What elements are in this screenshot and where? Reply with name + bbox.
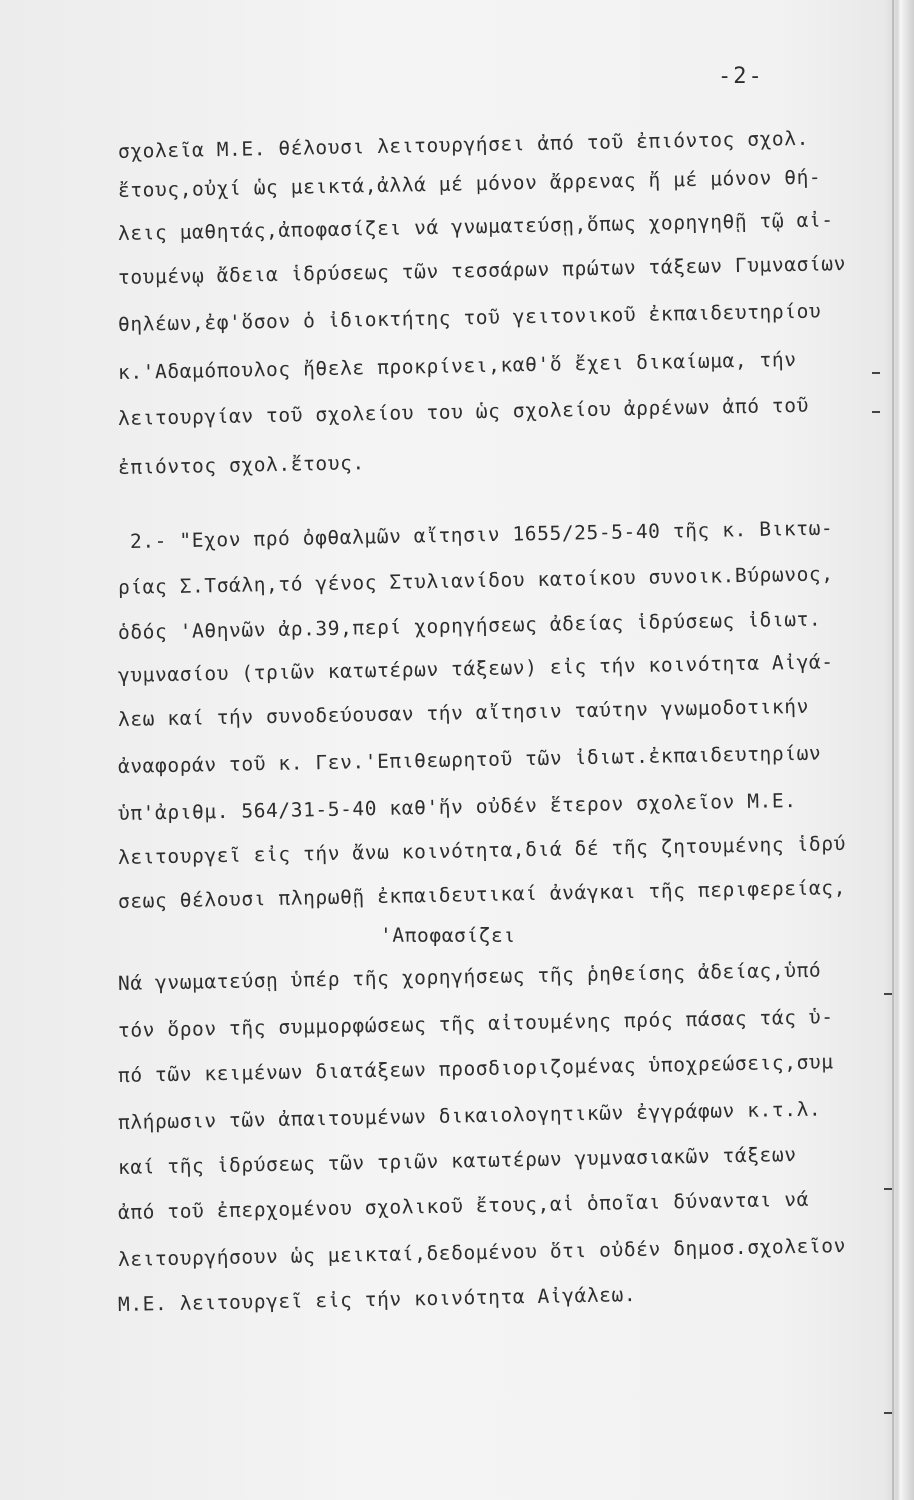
margin-tick bbox=[872, 372, 880, 374]
text-line: πλήρωσιν τῶν ἀπαιτουμένων δικαιολογητικῶν ἐγγράφων κ.τ.λ. bbox=[117, 1097, 822, 1134]
margin-tick bbox=[884, 1412, 892, 1414]
text-line: ρίας Σ.Τσάλη,τό γένος Στυλιανίδου κατοίκου συνοικ.Βύρωνος, bbox=[117, 562, 834, 599]
page-number: -2- bbox=[718, 64, 764, 89]
margin-tick bbox=[884, 1188, 892, 1190]
margin-rule bbox=[892, 0, 894, 1500]
text-line: κ.'Αδαμόπουλος ἤθελε προκρίνει,καθ'ὅ ἔχει δικαίωμα, τήν bbox=[117, 347, 797, 384]
text-line: τόν ὅρον τῆς συμμορφώσεως τῆς αἰτουμένης πρός πάσας τάς ὑ- bbox=[117, 1005, 834, 1042]
text-line: λεις μαθητάς,ἀποφασίζει νά γνωματεύσῃ,ὅπως χορηγηθῇ τῷ αἰ- bbox=[117, 208, 834, 245]
text-line: Νά γνωματεύσῃ ὑπέρ τῆς χορηγήσεως τῆς ῥηθείσης ἀδείας,ὑπό bbox=[117, 958, 822, 995]
text-line: θηλέων,ἐφ'ὅσον ὁ ἰδιοκτήτης τοῦ γειτονικοῦ ἐκπαιδευτηρίου bbox=[117, 299, 822, 336]
decision-heading: 'Αποφασίζει bbox=[380, 924, 516, 947]
text-line: λειτουργήσουν ὡς μεικταί,δεδομένου ὅτι οὐδέν δημοσ.σχολεῖον bbox=[117, 1234, 847, 1271]
margin-tick bbox=[872, 411, 880, 413]
text-line: ὁδός 'Αθηνῶν ἀρ.39,περί χορηγήσεως ἀδείας ἱδρύσεως ἰδιωτ. bbox=[117, 607, 822, 644]
text-line: λειτουργεῖ εἰς τήν ἄνω κοινότητα,διά δέ τῆς ζητουμένης ἱδρύ bbox=[117, 832, 847, 869]
text-line: ἀναφοράν τοῦ κ. Γεν.'Επιθεωρητοῦ τῶν ἰδιωτ.ἐκπαιδευτηρίων bbox=[117, 741, 822, 778]
text-line: ἀπό τοῦ ἐπερχομένου σχολικοῦ ἔτους,αἱ ὁποῖαι δύνανται νά bbox=[117, 1187, 810, 1224]
text-line: λειτουργίαν τοῦ σχολείου του ὡς σχολείου ἀρρένων ἀπό τοῦ bbox=[117, 393, 810, 430]
text-line: Μ.Ε. λειτουργεῖ εἰς τήν κοινότητα Αἰγάλεω. bbox=[117, 1283, 637, 1316]
text-line: λεω καί τήν συνοδεύουσαν τήν αἴτησιν ταύτην γνωμοδοτικήν bbox=[117, 694, 810, 731]
text-line: ὑπ'ἀριθμ. 564/31-5-40 καθ'ἥν οὐδέν ἕτερον σχολεῖον Μ.Ε. bbox=[117, 788, 797, 825]
margin-tick bbox=[884, 993, 892, 995]
text-line: καί τῆς ἱδρύσεως τῶν τριῶν κατωτέρων γυμνασιακῶν τάξεων bbox=[117, 1142, 797, 1179]
text-line: 2.- "Εχον πρό ὀφθαλμῶν αἴτησιν 1655/25-5-40 τῆς κ. Βικτω- bbox=[129, 516, 834, 553]
text-line: σχολεῖα Μ.Ε. θέλουσι λειτουργήσει ἀπό τοῦ ἐπιόντος σχολ. bbox=[117, 126, 810, 163]
page-edge-shadow bbox=[884, 0, 914, 1500]
text-line: ἐπιόντος σχολ.ἔτους. bbox=[117, 451, 365, 479]
text-line: πό τῶν κειμένων διατάξεων προσδιοριζομένας ὑποχρεώσεις,συμ bbox=[117, 1050, 834, 1087]
text-line: ἔτους,οὐχί ὡς μεικτά,ἀλλά μέ μόνον ἄρρενας ἤ μέ μόνον θή- bbox=[117, 165, 822, 202]
text-line: τουμένῳ ἄδεια ἱδρύσεως τῶν τεσσάρων πρώτων τάξεων Γυμνασίων bbox=[117, 252, 847, 289]
text-line: σεως θέλουσι πληρωθῇ ἐκπαιδευτικαί ἀνάγκαι τῆς περιφερείας, bbox=[117, 876, 847, 913]
text-line: γυμνασίου (τριῶν κατωτέρων τάξεων) εἰς τήν κοινότητα Αἰγά- bbox=[117, 650, 834, 687]
